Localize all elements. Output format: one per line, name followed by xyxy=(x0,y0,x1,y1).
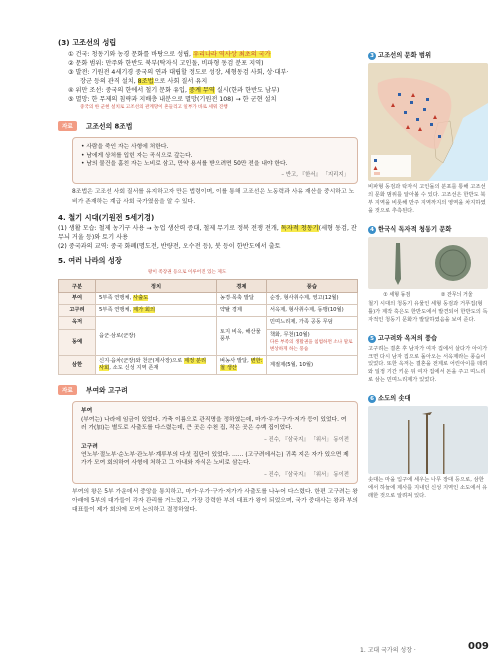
side-text-6: 솟대는 마을 입구에 세우는 나무 장대 등으로, 삼한에서 하늘에 제사를 지내던 신성 지역인 소도에서 유래한 것으로 알려져 있다. xyxy=(368,477,488,500)
side-text-4: 철기 시대의 청동기 유물인 세형 동검과 거푸집(형틀)가 제작 혹은도 한반도에서 발견되어 한반도의 독자적인 청동기 문화가 발달하였음을 보여 준다. xyxy=(368,300,488,323)
section4-title: 4. 철기 시대(기원전 5세기경) xyxy=(58,212,155,222)
box-8law-header xyxy=(58,115,358,134)
section3-item-3-cont: 장군 등의 관직 설치, 8조법으로 사회 질서 유지 xyxy=(80,77,208,85)
table-row: 부여 5부족 연맹체, 사출도 농경·목축 발달 순장, 형사취수제, 영고(12월) xyxy=(59,293,358,305)
table-row: 삼한 신지·읍차(군장)와 천군(제사장)으로 제정 분리 사회, 소도 신성 지역 존재 벼농사 발달, 변한: 철 생산 계절제(5월, 10월) xyxy=(59,356,358,375)
page-number: 009 xyxy=(468,641,489,652)
box-buyeo xyxy=(72,401,358,483)
law-line: • 사람을 죽인 자는 사형에 처한다. xyxy=(81,144,169,151)
side-head-6: 6 소도의 솟대 xyxy=(368,393,488,403)
bronze-artifacts-photo xyxy=(368,237,488,289)
footer-chapter: 1. 고대 국가의 성장 · xyxy=(360,647,416,654)
material-tag: 자료 xyxy=(58,385,77,395)
box-buyeo-title: 부여와 고구려 xyxy=(85,386,128,395)
main-column xyxy=(58,38,358,519)
table-row: 고구려 5부족 연맹체, 제가 회의 약탈 경제 서옥제, 형사취수제, 동맹(10월) xyxy=(59,305,358,317)
section3-title: (3) 고조선의 성립 xyxy=(58,38,117,47)
sidebar xyxy=(368,50,488,509)
box-8law-title: 고조선의 8조법 xyxy=(85,122,133,131)
section3-item-3: ③ 발전: 기원전 4세기경 중국의 연과 대립할 정도로 성장, 세형동검 사회, 상·대부· xyxy=(68,68,289,76)
section5-title: 5. 여러 나라의 성장 xyxy=(58,256,122,266)
map-graphic xyxy=(368,63,488,181)
buyeo-explain: 부여의 왕은 5부 가운데서 중앙을 통치하고, 마가·우가·구가·저가가 사출도를 나누어 다스렸다. 한편 고구려는 왕 아래에 5부의 대가들이 각자 관리를 거느렸고, 가장 강력한 부의 대표가 왕이 되었으며, 국가 중대사는 왕과 부의 대표들이 제가 회의에 모여 논의하고 결정하였다. xyxy=(72,488,358,513)
side-text-5: 고구려는 결혼 후 남자가 여자 집에서 살다가 아이가 크면 다시 남자 집으로 돌아오는 서옥제라는 풍습이 있었다. 또한 옥저는 결혼을 전제로 어린아이를 데려와 일정 기간 키운 뒤 여자 집에서 돈을 주고 며느리로 삼는 민며느리제가 있었다. xyxy=(368,345,488,384)
law-line: • 남에게 상처를 입힌 자는 곡식으로 갚는다. xyxy=(81,152,193,159)
photo-captions xyxy=(368,291,488,298)
col-header: 구분 xyxy=(59,280,96,293)
side-head-4: 4 한국식 독자적 청동기 문화 xyxy=(368,224,488,234)
table-row: 동예 책화, 무천(10월) 다른 부족의 생활권을 침범하면 소나 말로 변상하게 하는 풍습 xyxy=(59,329,358,356)
goguryeo-text: 연노부·절노부·순노부·관노부·계루부의 다섯 집단이 있었다. …… (고구려에서는) 귀족 지은 자가 있으면 제가가 모여 회의하여 사형에 처하고 그 아내와 자식은 노비로 삼는다. xyxy=(81,451,349,467)
section3-note: 중국의 한 군현 설치로 고조선의 관계망이 흔들리고 일부가 바로 세워 진행 xyxy=(80,104,228,110)
caption-dagger: ① 세형 동검 xyxy=(383,291,411,298)
box-8law xyxy=(72,137,358,184)
gojoseon-map xyxy=(368,63,488,181)
states-table xyxy=(58,279,358,375)
law-line: • 남의 물건을 훔친 자는 노비로 삼고, 만약 용서를 받으려면 50만 전을 내야 한다. xyxy=(81,161,288,168)
section3-item-2: ② 문화 범위: 만주와 한반도 북부(탁자식 고인돌, 비파형 동검 분포 지역) xyxy=(68,59,264,67)
law-explain: 8조법은 고조선 사회 질서를 유지하고자 만든 법령이며, 이를 통해 고조선은 노동력과 사유 재산을 중시하고 노비가 존재하는 계급 사회 국가였음을 알 수 있다. xyxy=(72,189,355,205)
table-header-row xyxy=(59,280,358,293)
section3-item-4: ④ 위만 조선: 중국의 한에서 철기 문화 유입, 중계 무역 실시(한과 한반도 남부) xyxy=(68,86,280,94)
table-head-note: 왕이 족장권 등으로 이루어진 있는 제도 xyxy=(148,270,227,276)
side-text-3: 비파형 동검과 탁자식 고인돌의 분포를 통해 고조선의 문화 범위를 알아볼 수 있다. 고조선은 한반도 북부 지역을 비롯해 만주 지역까지의 영역을 차지하였을 것으로 추측된다. xyxy=(368,184,486,214)
box-sub-goguryeo: 고구려 xyxy=(81,443,98,450)
col-header: 풍습 xyxy=(266,280,357,293)
box-buyeo-header xyxy=(58,379,358,398)
col-header: 정치 xyxy=(96,280,217,293)
table-row: 옥저 읍군·삼로(군장) 토지 비옥, 해산물 풍부 민며느리제, 가족 공동 무덤 xyxy=(59,317,358,329)
buyeo-text: (부여는) 나라에 임금이 있었다. 가축 이름으로 관직명을 정하였는데, 마가·우가·구가·저가 등이 있었다. 여러 가(加)는 별도로 사출도를 다스렸는데, 큰 곳은 수천 집, 작은 곳은 수백 집이었다. xyxy=(81,416,347,432)
section4-line1: (1) 생활 모습: 철제 농기구 사용 → 농업 생산력 증대, 철제 무기로 정복 전쟁 전개, 독자적 청동기(세형 동검, 잔무늬 거울 등)와 토기 사용 xyxy=(58,225,357,242)
section4-line2: (2) 중국과의 교역: 중국 화폐(명도전, 반량전, 오수전 등), 붓 등이 한반도에서 출토 xyxy=(58,243,281,251)
box-sub-buyeo: 부여 xyxy=(81,408,93,415)
side-head-5: 5 고구려와 옥저의 풍습 xyxy=(368,333,488,343)
material-tag: 자료 xyxy=(58,121,77,131)
section3-item-5: ⑤ 멸망: 한 무제의 침략과 지배층 내분으로 멸망(기원전 108) → 한 군현 설치 xyxy=(68,95,277,103)
section3-item-1: ① 건국: 청동기와 농경 문화를 바탕으로 성립, 우리나라 역사상 최초의 국가 xyxy=(68,50,271,58)
buyeo-source: – 진수, 『삼국지』 「위서」 동이전 xyxy=(264,436,349,443)
side-head-3: 3 고조선의 문화 범위 xyxy=(368,50,488,60)
goguryeo-source: – 진수, 『삼국지』 「위서」 동이전 xyxy=(264,471,349,478)
col-header: 경제 xyxy=(216,280,266,293)
caption-mirror: ② 잔무늬 거울 xyxy=(440,291,473,298)
sotdae-photo xyxy=(368,406,488,474)
law-source: – 반고, 『한서』 「지리지」 xyxy=(281,172,349,179)
